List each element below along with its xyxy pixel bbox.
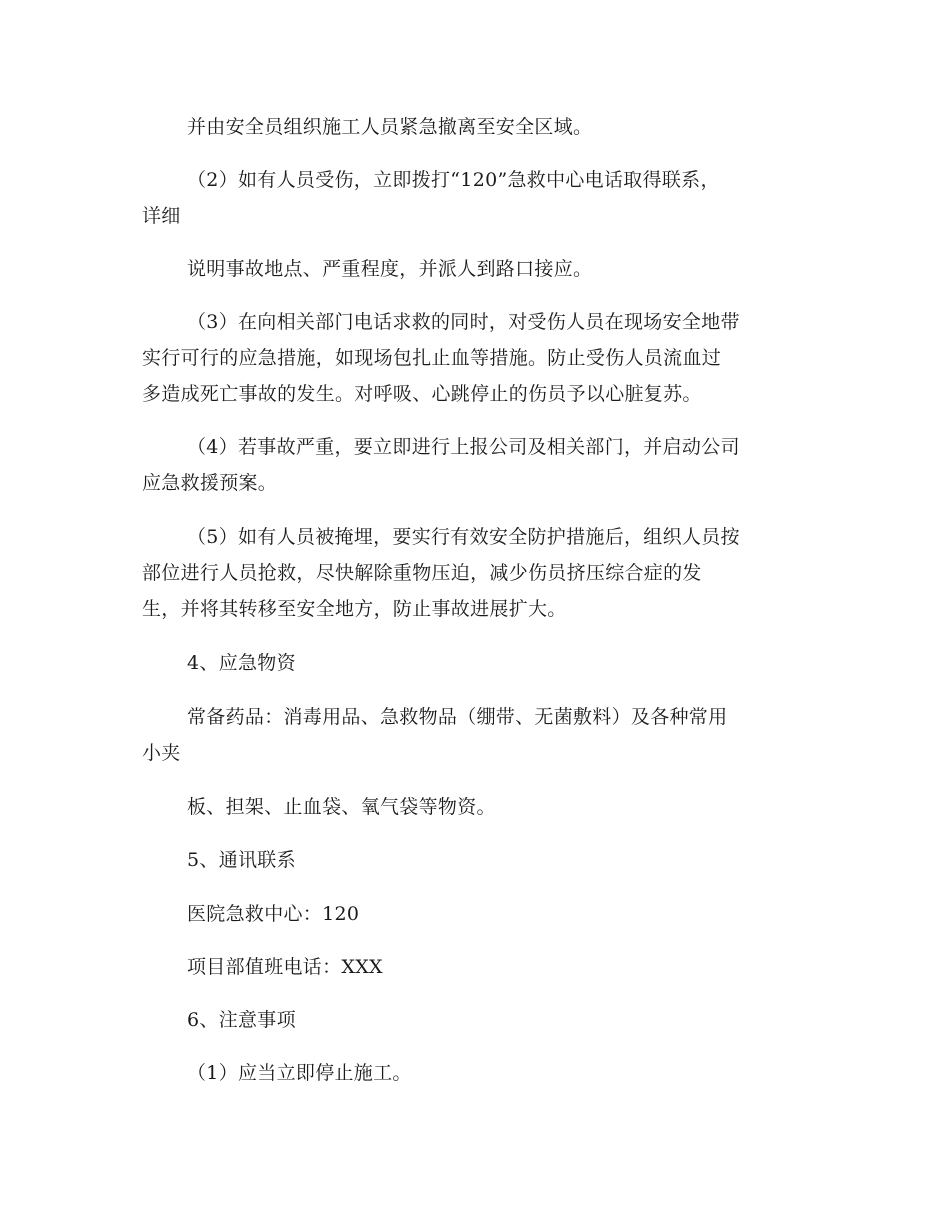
section-heading-contacts: 5、通讯联系	[187, 849, 296, 871]
text-line-item-4: （4）若事故严重，要立即进行上报公司及相关部门，并启动公司	[187, 436, 740, 458]
text-line-item-3-cont-2: 多造成死亡事故的发生。对呼吸、心跳停止的伤员予以心脏复苏。	[142, 383, 702, 405]
text-line-item-5: （5）如有人员被掩埋，要实行有效安全防护措施后，组织人员按	[187, 526, 740, 548]
text-line-item-4-cont: 应急救援预案。	[142, 472, 278, 494]
text-line-duty-phone: 项目部值班电话：XXX	[187, 956, 383, 978]
section-heading-notes: 6、注意事项	[187, 1009, 296, 1031]
text-line-supplies-list: 板、担架、止血袋、氧气袋等物资。	[187, 796, 496, 818]
text-line-item-3-cont-1: 实行可行的应急措施，如现场包扎止血等措施。防止受伤人员流血过	[142, 347, 722, 369]
text-line-item-2-cont: 详细	[142, 205, 181, 227]
text-line-item-5-cont-1: 部位进行人员抢救，尽快解除重物压迫，减少伤员挤压综合症的发	[142, 562, 702, 584]
text-line-hospital-phone: 医院急救中心：120	[187, 903, 360, 925]
text-line-item-3: （3）在向相关部门电话求救的同时，对受伤人员在现场安全地带	[187, 311, 740, 333]
text-line-evacuation: 并由安全员组织施工人员紧急撤离至安全区域。	[187, 116, 593, 138]
text-line-medicine-cont: 小夹	[142, 742, 181, 764]
text-line-note-1: （1）应当立即停止施工。	[187, 1062, 412, 1084]
text-line-item-2: （2）如有人员受伤，立即拨打“120”急救中心电话取得联系，	[187, 169, 720, 191]
text-line-explain-location: 说明事故地点、严重程度，并派人到路口接应。	[187, 258, 593, 280]
text-line-item-5-cont-2: 生，并将其转移至安全地方，防止事故进展扩大。	[142, 598, 567, 620]
text-line-medicine: 常备药品：消毒用品、急救物品（绷带、无菌敷料）及各种常用	[187, 706, 728, 728]
section-heading-supplies: 4、应急物资	[187, 652, 296, 674]
